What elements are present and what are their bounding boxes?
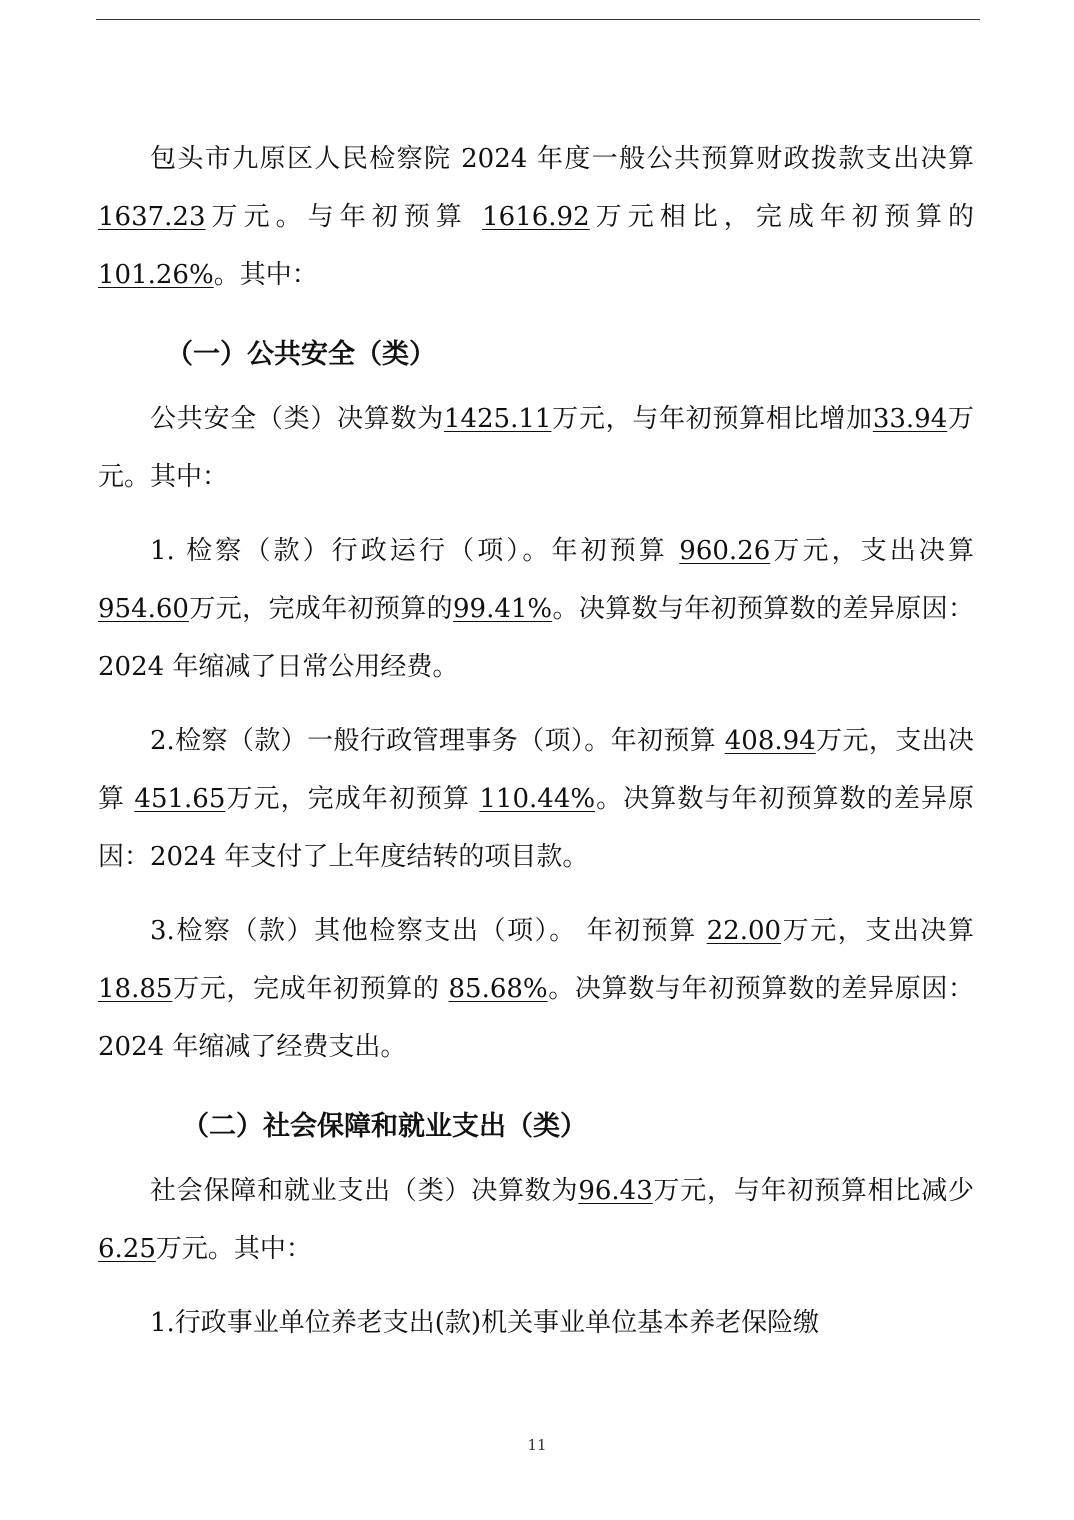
- amount-final: 1637.23: [98, 202, 206, 232]
- amount-budget: 1616.92: [482, 202, 590, 232]
- item-1-paragraph: [98, 522, 974, 696]
- amount-budget: 408.94: [724, 726, 816, 756]
- public-safety-paragraph: [98, 390, 974, 506]
- text: 2.检察（款）一般行政管理事务（项）。年初预算: [150, 726, 725, 756]
- text: 社会保障和就业支出（类）决算数为: [150, 1176, 579, 1206]
- text: 万元，完成年初预算的: [188, 594, 453, 624]
- completion-rate: 85.68%: [448, 974, 548, 1004]
- amount-final: 1425.11: [443, 404, 552, 434]
- section-heading-public-safety: （一）公共安全（类）: [166, 339, 436, 370]
- text: 。其中：: [213, 260, 318, 290]
- text: 万元，支出决算: [98, 726, 974, 814]
- text: 万元。与年初预算: [205, 202, 483, 232]
- text: 万元，完成年初预算: [225, 784, 480, 814]
- text: 万元，支出决算: [781, 916, 974, 946]
- amount-final: 954.60: [98, 594, 189, 624]
- text: 。决算数与年初预算数的差异原因：2024 年缩减了日常公用经费。: [98, 594, 974, 682]
- text: 公共安全（类）决算数为: [150, 404, 444, 434]
- text: 万元，支出决算: [770, 536, 974, 566]
- completion-rate: 99.41%: [453, 594, 553, 624]
- completion-rate: 110.44%: [479, 784, 596, 814]
- amount-decrease: 6.25: [98, 1234, 156, 1264]
- amount-final: 451.65: [134, 784, 226, 814]
- amount-budget: 960.26: [679, 536, 771, 566]
- text: 1. 检察（款）行政运行（项）。年初预算: [150, 536, 680, 566]
- amount-budget: 22.00: [706, 916, 782, 946]
- page-number: 11: [527, 1436, 547, 1454]
- text: 万元。其中：: [98, 404, 974, 492]
- text: 万元，完成年初预算的: [172, 974, 449, 1004]
- text: 。决算数与年初预算数的差异原因：2024 年缩减了经费支出。: [98, 974, 974, 1062]
- amount-final: 18.85: [98, 974, 173, 1004]
- item-2-paragraph: [98, 712, 974, 886]
- header-rule: [96, 19, 980, 20]
- summary-paragraph: [98, 130, 974, 304]
- social-security-paragraph: [98, 1162, 974, 1278]
- text: 3.检察（款）其他检察支出（项）。 年初预算: [150, 916, 707, 946]
- pension-item-paragraph: [98, 1294, 974, 1352]
- text: 万元相比，完成年初预算的: [589, 202, 974, 232]
- section-heading-social-security: （二）社会保障和就业支出（类）: [182, 1111, 587, 1142]
- document-body: [98, 130, 974, 1352]
- item-3-paragraph: [98, 902, 974, 1076]
- text: 。决算数与年初预算数的差异原因：2024 年支付了上年度结转的项目款。: [98, 784, 975, 872]
- amount-increase: 33.94: [872, 404, 948, 434]
- text: 包头市九原区人民检察院 2024 年度一般公共预算财政拨款支出决算: [150, 144, 974, 174]
- completion-rate: 101.26%: [98, 260, 214, 290]
- text: 万元，与年初预算相比减少: [652, 1176, 974, 1206]
- text: 1.行政事业单位养老支出(款)机关事业单位基本养老保险缴: [150, 1308, 820, 1338]
- text: 万元。其中：: [155, 1234, 312, 1264]
- amount-final: 96.43: [578, 1176, 653, 1206]
- text: 万元，与年初预算相比增加: [551, 404, 873, 434]
